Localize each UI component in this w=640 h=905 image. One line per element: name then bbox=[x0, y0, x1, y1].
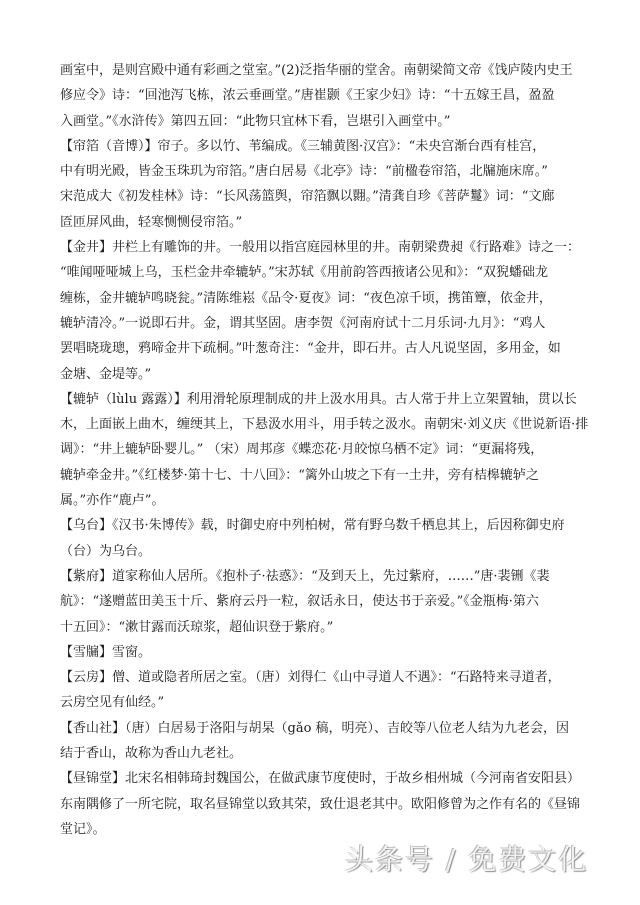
watermark: 头条号 / 免费文化 bbox=[345, 843, 589, 876]
text-line: 云房空见有仙经。” bbox=[60, 695, 165, 711]
text-line: 匼匝屏风曲，轻寒恻恻侵帘箔。” bbox=[60, 214, 243, 230]
text-line: （台）为乌台。 bbox=[60, 543, 152, 559]
text-line: 修应令》诗：“回池泻飞栋，浓云垂画堂。”唐崔颢《王家少妇》诗：“十五嫁王昌，盈盈 bbox=[60, 88, 555, 104]
text-line: 辘轳清冷。”一说即石井。金，谓其坚固。唐李贺《河南府试十二月乐词·九月》：“鸡人 bbox=[60, 315, 546, 331]
text-line: 木，上面嵌上曲木，缠绠其上，下悬汲水用斗，用手转之汲水。南朝宋·刘义庆《世说新语·排 bbox=[60, 417, 589, 433]
text-line: 【帘箔（音博）】帘子。多以竹、苇编成。《三辅黄图·汉宫》：“未央宫渐台西有桂宫， bbox=[60, 138, 546, 154]
text-line: 【昼锦堂】北宋名相韩琦封魏国公，在做武康节度使时，于故乡相州城（今河南省安阳县） bbox=[60, 771, 581, 787]
text-line: 堂记》。 bbox=[60, 821, 106, 837]
text-line: 东南隅修了一所宅院，取名昼锦堂以致其荣，致仕退老其中。欧阳修曾为之作有名的《昼锦 bbox=[60, 796, 581, 812]
text-line: 【云房】僧、道或隐者所居之室。（唐）刘得仁《山中寻道人不遇》：“石路特来寻道者， bbox=[60, 670, 561, 686]
text-line: 罢唱晓珑璁，鸦啼金井下疏桐。”叶葱奇注：“金井，即石井。古人凡说坚固，多用金，如 bbox=[60, 341, 561, 357]
text-line: 航》：“遂赠蓝田美玉十斤、紫府云丹一粒，叙话永日，使达书于亲爱。”《金瓶梅·第六 bbox=[60, 594, 539, 610]
text-line: 十五回》：“漱甘露而沃琼浆，超仙识登于紫府。” bbox=[60, 619, 334, 635]
text-line: 【金井】井栏上有雕饰的井。一般用以指宫庭园林里的井。南朝梁费昶《行路难》诗之一： bbox=[60, 240, 581, 256]
text-line: 【紫府】道家称仙人居所。《抱朴子·祛惑》：“及到天上，先过紫府，……”唐·裴铏《裴 bbox=[60, 568, 550, 584]
text-line: 【乌台】《汉书·朱博传》载，时御史府中列柏树，常有野乌数千栖息其上，后因称御史府 bbox=[60, 518, 565, 534]
text-line: “唯闻哑哑城上乌，玉栏金井牵辘轳。”宋苏轼《用前韵答西掖诸公见和》：“双猊蟠础龙 bbox=[60, 265, 548, 281]
text-line: 中有明光殿，皆金玉珠玑为帘箔。”唐白居易《北亭》诗：“前楹卷帘箔，北牖施床席。” bbox=[60, 164, 548, 180]
text-line: 缠栋，金井辘轳鸣晓瓮。”清陈维崧《品令·夏夜》词：“夜色凉千顷，携笛簟，依金井， bbox=[60, 290, 552, 306]
text-line: 画室中，是则宫殿中通有彩画之堂室。”(2)泛指华丽的堂舍。南朝梁简文帝《饯庐陵内史王 bbox=[60, 63, 573, 78]
text-line: 宋范成大《初发桂林》诗：“长风荡篮舆，帘箔飘以翾。”清龚自珍《菩萨鬘》词：“文廊 bbox=[60, 189, 555, 205]
text-line: 入画堂。”《水浒传》第四五回：“此物只宜林下看，岂堪引入画堂中。” bbox=[60, 113, 451, 129]
text-line: 属。”亦作“鹿卢”。 bbox=[60, 493, 165, 509]
text-line: 调》：“井上辘轳卧婴儿。” （宋）周邦彦《蝶恋花·月皎惊乌栖不定》词：“更漏将残， bbox=[60, 442, 544, 458]
document-body bbox=[60, 58, 600, 842]
text-line: 结于香山，故称为香山九老社。 bbox=[60, 746, 243, 762]
text-line: 辘轳牵金井。”《红楼梦·第十七、十八回》：“篱外山坡之下有一土井，旁有桔槔辘轳之 bbox=[60, 467, 539, 483]
text-line: 【香山社】（唐）白居易于洛阳与胡杲（gǎo 稿，明亮）、吉皎等八位老人结为九老会，因 bbox=[60, 720, 570, 736]
text-line: 【雪牖】雪窗。 bbox=[60, 644, 152, 660]
text-line: 【辘轳（lùlu 露露）】利用滑轮原理制成的井上汲水用具。古人常于井上立架置轴，贯以长 bbox=[60, 391, 577, 407]
text-line: 金塘、金堤等。” bbox=[60, 366, 152, 382]
